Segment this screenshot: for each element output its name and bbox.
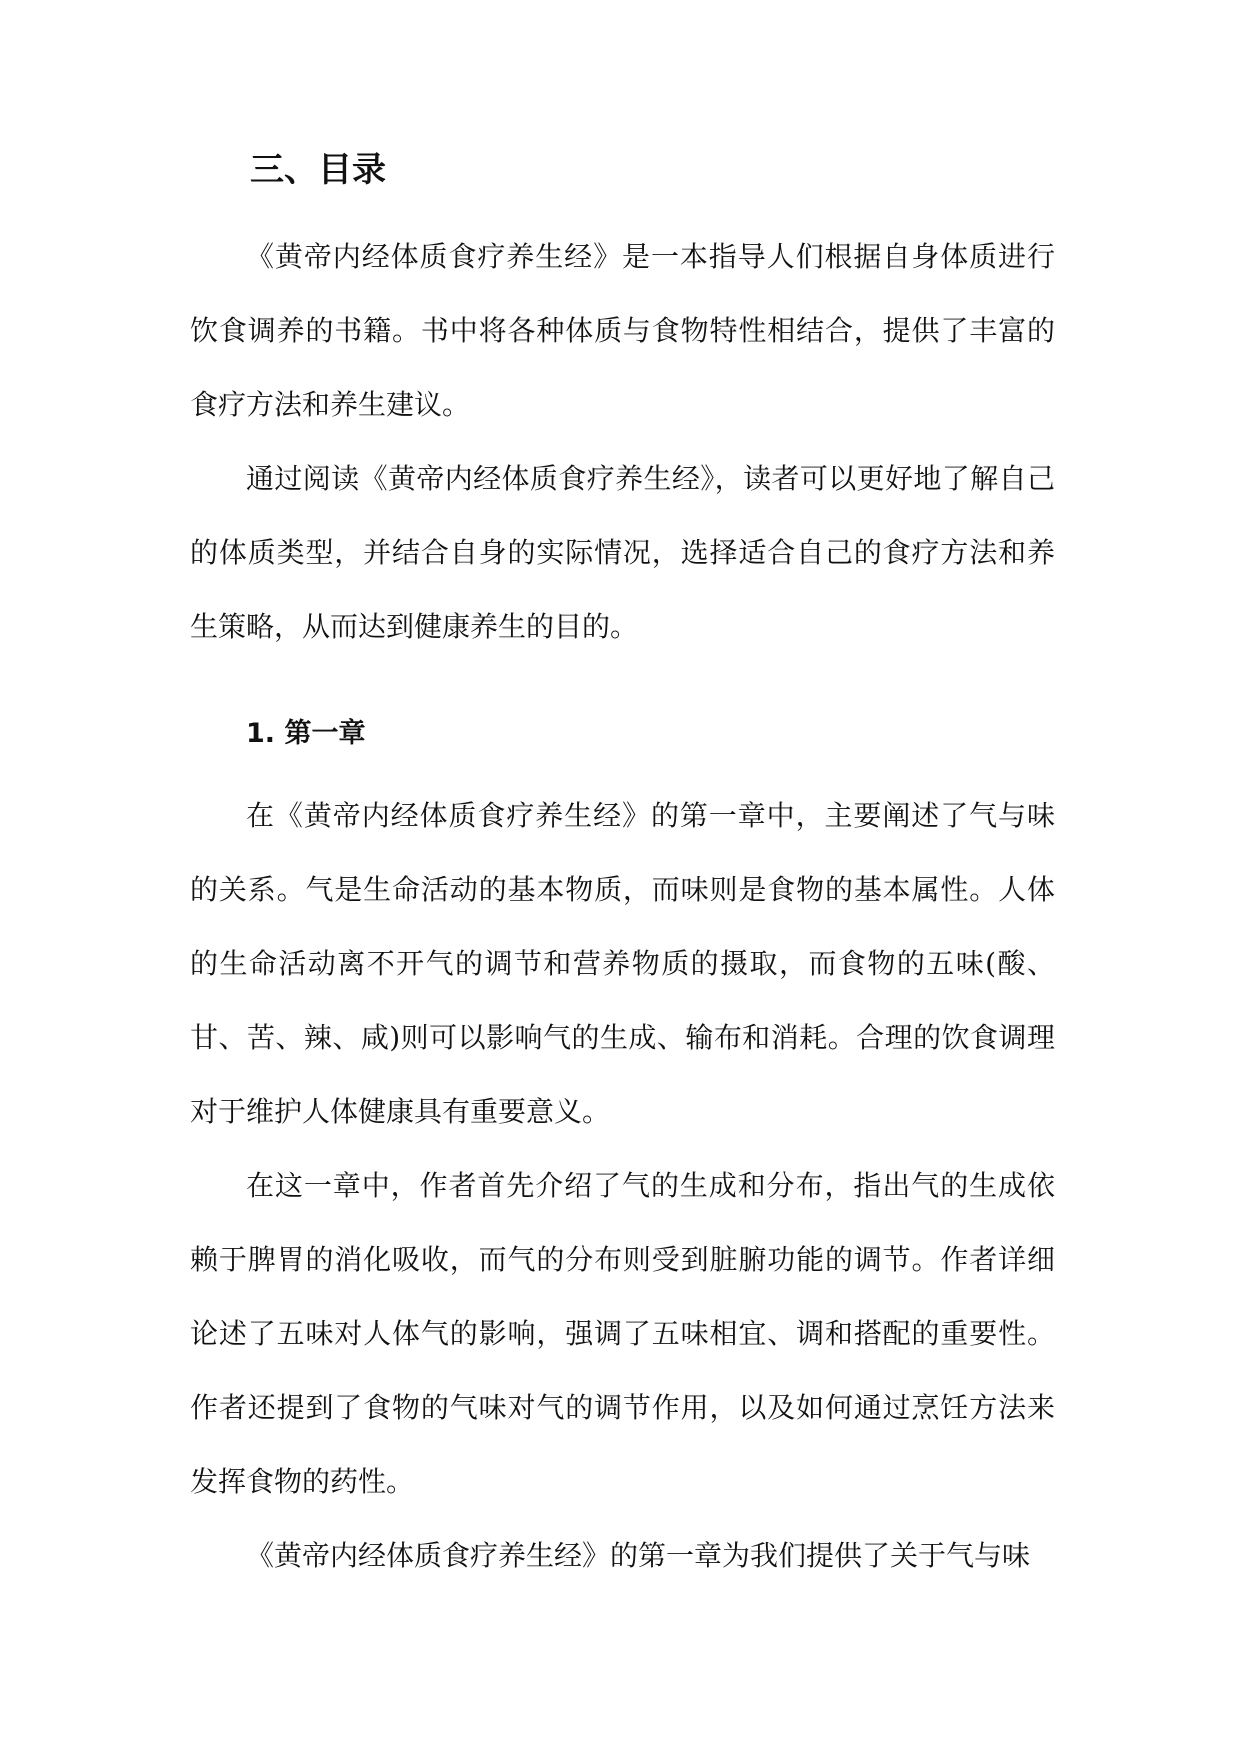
chapter-1-paragraph-3: 《黄帝内经体质食疗养生经》的第一章为我们提供了关于气与味 [246,1539,1031,1572]
page-content [190,140,1055,1593]
intro-paragraph-1: 《黄帝内经体质食疗养生经》是一本指导人们根据自身体质进行饮食调养的书籍。书中将各种体质与食物特性相结合，提供了丰富的食疗方法和养生建议。 [190,240,1055,421]
chapter-1-paragraph-2: 在这一章中，作者首先介绍了气的生成和分布，指出气的生成依赖于脾胃的消化吸收，而气的分布则受到脏腑功能的调节。作者详细论述了五味对人体气的影响，强调了五味相宜、调和搭配的重要性。作者还提到了食物的气味对气的调节作用，以及如何通过烹饪方法来发挥食物的药性。 [190,1169,1055,1498]
chapter-1-title: 1. 第一章 [246,718,366,749]
chapter-1-paragraph-1: 在《黄帝内经体质食疗养生经》的第一章中，主要阐述了气与味的关系。气是生命活动的基本物质，而味则是食物的基本属性。人体的生命活动离不开气的调节和营养物质的摄取，而食物的五味(酸、甘、苦、辣、咸)则可以影响气的生成、输布和消耗。合理的饮食调理对于维护人体健康具有重要意义。 [190,799,1055,1128]
intro-paragraph-2: 通过阅读《黄帝内经体质食疗养生经》，读者可以更好地了解自己的体质类型，并结合自身的实际情况，选择适合自己的食疗方法和养生策略，从而达到健康养生的目的。 [190,462,1055,643]
section-title: 三、目录 [250,150,386,190]
